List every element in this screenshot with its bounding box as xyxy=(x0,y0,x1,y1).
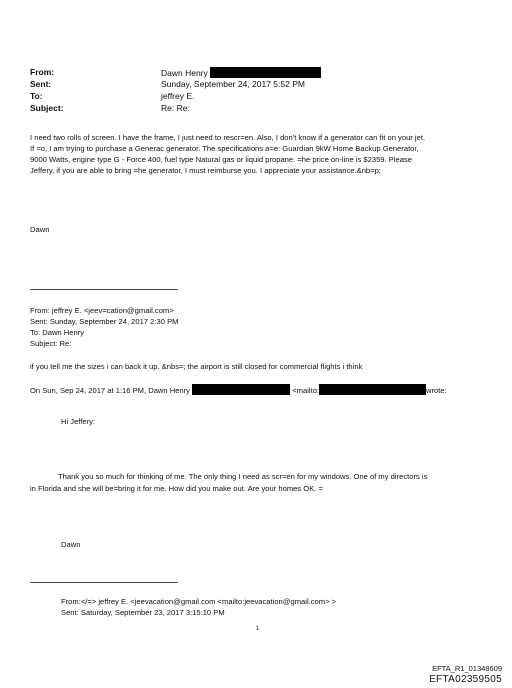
from-label: From: xyxy=(30,67,55,77)
from-value: Dawn Henry xyxy=(161,68,208,78)
wrote-text: wrote: xyxy=(426,386,447,395)
body-line: If =o, I am trying to purchase a Generac generator. The specifications a=e: Guardian 9kW Home Backup Generator, xyxy=(30,144,419,153)
signature: Dawn xyxy=(30,225,50,234)
bates-number-large: EFTA02359505 xyxy=(429,674,502,685)
on-wrote-line xyxy=(30,384,447,396)
greeting: Hi Jeffery: xyxy=(61,417,96,426)
body-line: Jeffery, if you are able to bring =he generator, I must reimburse you. I appreciate your assistance.&nb=p; xyxy=(30,166,381,175)
quote-body-line: Thank you so much for thinking of me. The only thing I need as scr=en for my windows. One of my directors is xyxy=(58,472,428,481)
body-line: 9000 Watts, engine type G - Force 400, fuel type Natural gas or liquid propane. =he price on-line is $2359. Please xyxy=(30,155,412,164)
redaction-box xyxy=(210,67,321,78)
to-value: jeffrey E. xyxy=(161,91,195,101)
quote-from: From:</=> jeffrey E. <jeevacation@gmail.com <mailto:jeevacation@gmail.com> > xyxy=(61,597,337,606)
sent-label: Sent: xyxy=(30,79,52,89)
quote-body-line: in Florida and she will be=bring it for me. How did you make out. Are your homes OK. = xyxy=(30,484,323,493)
quote-subject: Subject: Re: xyxy=(30,339,72,348)
bates-number-small: EFTA_R1_01348609 xyxy=(432,664,502,673)
quote-from: From: jeffrey E. <jeev=cation@gmail.com> xyxy=(30,306,174,315)
quote-sent: Sent: Saturday, September 23, 2017 3:15:10 PM xyxy=(61,608,225,617)
sent-value: Sunday, September 24, 2017 5:52 PM xyxy=(161,79,305,89)
redaction-box xyxy=(192,384,290,395)
quote-body-line: if you tell me the sizes i can back it up. &nbs=; the airport is still closed for commercial flights i think xyxy=(30,362,363,371)
page-number: 1 xyxy=(256,626,260,632)
divider xyxy=(30,582,178,583)
on-prefix: On Sun, Sep 24, 2017 at 1:16 PM, Dawn Henry xyxy=(30,386,190,395)
from-value-row xyxy=(161,67,321,78)
subject-value: Re: Re: xyxy=(161,103,190,113)
to-label: To: xyxy=(30,91,43,101)
body-line: I need two rolls of screen. I have the frame, I just need to rescr=en. Also, I don't know if a generator can fit on your jet. xyxy=(30,133,426,142)
quote-sent: Sent: Sunday, September 24, 2017 2:30 PM xyxy=(30,317,179,326)
signature: Dawn xyxy=(61,540,81,549)
redaction-box xyxy=(319,384,426,395)
quote-to: To: Dawn Henry xyxy=(30,328,85,337)
mailto-text: <mailto: xyxy=(292,386,320,395)
subject-label: Subject: xyxy=(30,103,64,113)
divider xyxy=(30,289,178,290)
